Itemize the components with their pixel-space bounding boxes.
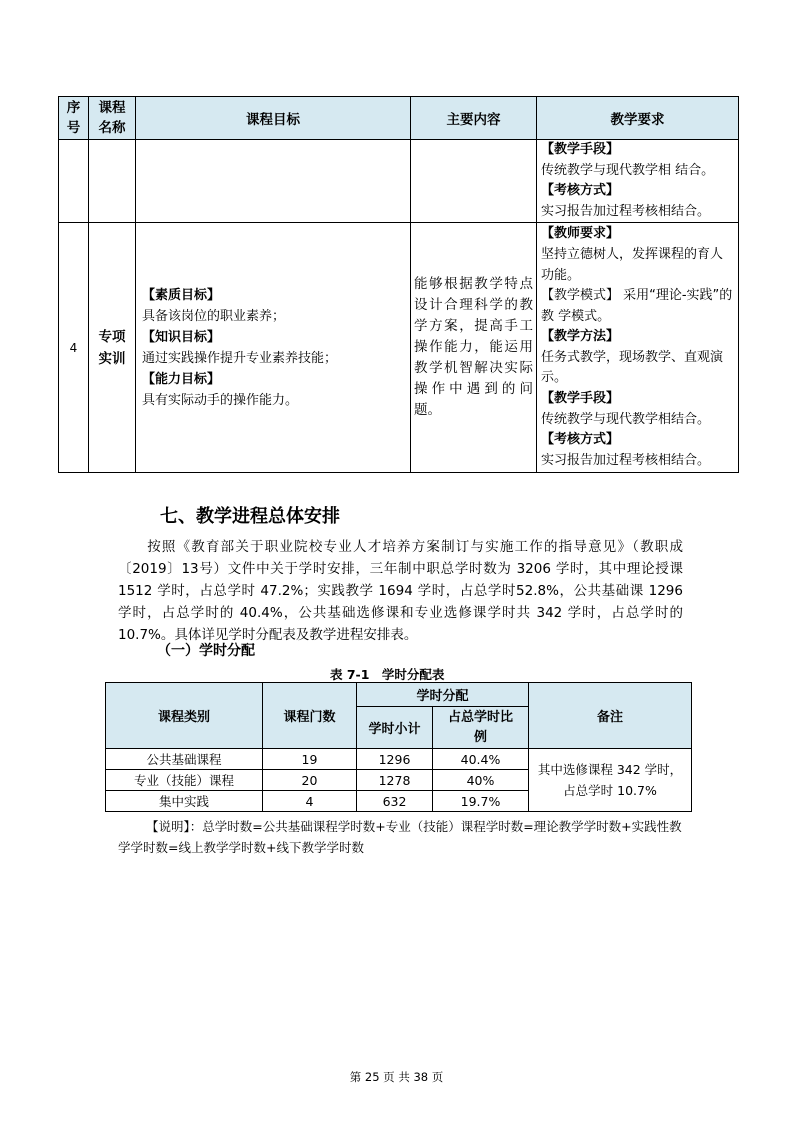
cell-line: 【教学模式】 采用“理论-实践”的教 学模式。 [541,288,733,324]
cell-ratio: 40% [433,770,529,791]
note-text: 【说明】：总学时数=公共基础课程学时数+专业（技能）课程学时数=理论教学学时数+实践性教学学时数=线上教学学时数+线下教学学时数 [118,819,682,855]
header-subtotal: 学时小计 [357,707,433,749]
table-row [59,223,739,473]
course-table [58,96,739,473]
cell-req [537,223,739,473]
cell-heading: 【教学方法】 [541,329,620,345]
table-caption: 表 7-1 学时分配表 [330,667,445,682]
goal-lines [136,285,410,411]
page-footer: 第 25 页 共 38 页 [349,1070,444,1084]
header-count: 课程门数 [263,683,357,749]
cell-req-continued [537,140,739,223]
hours-header-row [106,683,692,707]
header-req: 教学要求 [537,97,739,140]
header-distribution: 学时分配 [357,683,529,707]
cell-heading: 【能力目标】 [142,371,221,387]
cell-line: 传统教学与现代教学相 结合。 [541,162,715,178]
cell-empty [59,140,89,223]
cell-count: 4 [263,791,357,812]
cell-line: 具有实际动手的操作能力。 [142,392,299,408]
cell-count: 19 [263,749,357,770]
header-ratio: 占总学时比例 [433,707,529,749]
cell-line: 实习报告加过程考核相结合。 [541,452,711,468]
table-note [118,816,688,858]
cell-heading: 【教师要求】 [541,226,620,242]
cell-empty [411,140,537,223]
cell-goal [136,223,411,473]
cell-heading: 【教学手段】 [541,391,620,407]
cell-remark: 其中选修课程 342 学时，占总学时 10.7% [529,749,692,812]
cell-line: 坚持立德树人，发挥课程的育人功能。 [541,246,724,283]
req-continued-lines [537,140,738,222]
cell-heading: 【考核方式】 [541,432,620,448]
content-text: 能够根据教学特点设计合理科学的教学方案，提高手工操作能力，能运用教学机智解决实际操作中遇到的问题。 [414,276,533,419]
cell-category: 公共基础课程 [106,749,263,770]
table-row [106,749,692,770]
table-row [59,140,739,223]
cell-line: 通过实践操作提升专业素养技能； [142,350,338,366]
cell-ratio: 40.4% [433,749,529,770]
cell-course-name: 专项实训 [89,223,136,473]
header-category: 课程类别 [106,683,263,749]
cell-category: 专业（技能）课程 [106,770,263,791]
cell-heading: 【知识目标】 [142,329,221,345]
cell-ratio: 19.7% [433,791,529,812]
cell-heading: 【素质目标】 [142,287,221,303]
cell-heading: 【教学手段】 [541,142,620,157]
cell-subtotal: 632 [357,791,433,812]
header-seq: 序号 [59,97,89,140]
course-table-header [59,97,739,140]
section-paragraph [118,536,683,646]
subsection-title: （一）学时分配 [157,643,255,659]
req-lines [537,224,738,471]
cell-subtotal: 1296 [357,749,433,770]
cell-empty [136,140,411,223]
header-content: 主要内容 [411,97,537,140]
cell-count: 20 [263,770,357,791]
cell-heading: 【考核方式】 [541,183,620,199]
paragraph-text: 按照《教育部关于职业院校专业人才培养方案制订与实施工作的指导意见》（教职成〔2019〕13号）文件中关于学时安排，三年制中职总学时数为 3206 学时，其中理论授课 1512 学时，占总学时 47.2%；实践教学 1694 学时，占总学时52.8%，公共基础课 1296 学时，占总学时的 40.4%，公共基础选修课和专业选修课学时共 342 学时，占总学时的 10.7%。具体详见学时分配表及教学进程安排表。 [118,539,683,643]
header-goal: 课程目标 [136,97,411,140]
section-title: 七、教学进程总体安排 [160,506,340,527]
cell-line: 实习报告加过程考核相结合。 [541,203,711,219]
cell-seq: 4 [59,223,89,473]
cell-line: 传统教学与现代教学相结合。 [541,411,711,427]
cell-subtotal: 1278 [357,770,433,791]
cell-empty [89,140,136,223]
cell-category: 集中实践 [106,791,263,812]
hours-table [105,682,692,812]
header-remark: 备注 [529,683,692,749]
cell-line: 具备该岗位的职业素养； [142,308,286,324]
cell-content [411,223,537,473]
header-name: 课程名称 [89,97,136,140]
cell-line: 任务式教学，现场教学、直观演示。 [541,349,724,386]
